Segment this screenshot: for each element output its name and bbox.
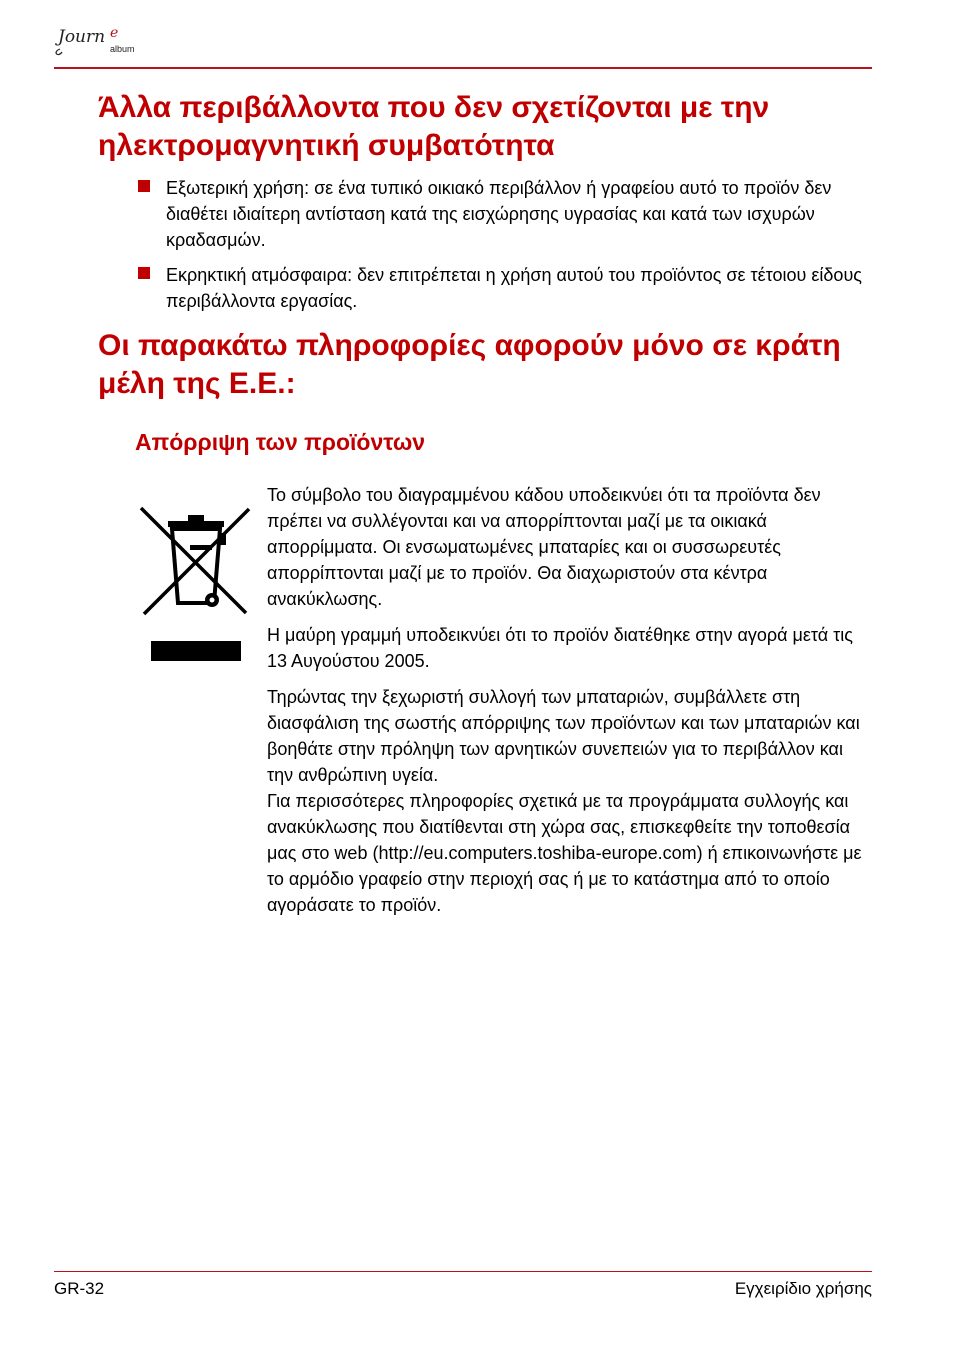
list-item bbox=[136, 262, 871, 314]
svg-text:e: e bbox=[110, 25, 119, 41]
bullet-square-icon bbox=[138, 267, 150, 279]
svg-text:album: album bbox=[110, 44, 135, 54]
disposal-text bbox=[267, 482, 871, 928]
svg-text:Journ: Journ bbox=[58, 27, 106, 47]
section-title-non-emc: Άλλα περιβάλλοντα που δεν σχετίζονται με την ηλεκτρομαγνητική συμβατότητα bbox=[98, 91, 770, 162]
journe-album-logo bbox=[54, 22, 164, 62]
paragraph: Τηρώντας την ξεχωριστή συλλογή των μπαταριών, συμβάλλετε στη διασφάλιση της σωστής απόρριψης των προϊόντων και των μπαταριών και βοηθάτε στην πρόληψη των αρνητικών συνεπειών για το περιβάλλον και την ανθρώπινη υγεία. bbox=[267, 687, 860, 785]
manual-title: Εγχειρίδιο χρήσης bbox=[734, 1279, 872, 1298]
section-title-eu-info: Οι παρακάτω πληροφορίες αφορούν μόνο σε κράτη μέλη της Ε.Ε.: bbox=[98, 329, 841, 400]
paragraph: Για περισσότερες πληροφορίες σχετικά με τα προγράμματα συλλογής και ανακύκλωσης που διατίθενται στη χώρα σας, επισκεφθείτε την τοποθεσία μας στο web (http://eu.computers.toshiba-europe.com) ή επικοινωνήστε με το αρμόδιο γραφείο στην περιοχή σας ή με το κατάστημα από το οποίο αγοράσατε το προϊόν. bbox=[267, 791, 862, 915]
header-rule bbox=[54, 67, 872, 69]
crossed-out-bin-icon bbox=[136, 503, 256, 669]
subsection-title-disposal: Απόρριψη των προϊόντων bbox=[135, 429, 426, 455]
bullet-list bbox=[136, 175, 871, 323]
paragraph: Η μαύρη γραμμή υποδεικνύει ότι το προϊόν διατέθηκε στην αγορά μετά τις 13 Αυγούστου 2005. bbox=[267, 625, 853, 671]
bullet-square-icon bbox=[138, 180, 150, 192]
paragraph: Το σύμβολο του διαγραμμένου κάδου υποδεικνύει ότι τα προϊόντα δεν πρέπει να συλλέγονται και να απορρίπτονται μαζί με τα οικιακά απορρίμματα. Οι ενσωματωμένες μπαταρίες και οι συσσωρευτές απορρίπτονται μαζί με το προϊόν. Θα διαχωριστούν στα κέντρα ανακύκλωσης. bbox=[267, 485, 821, 609]
list-item bbox=[136, 175, 871, 253]
page-number: GR-32 bbox=[54, 1279, 105, 1298]
footer-rule bbox=[54, 1271, 872, 1272]
bullet-text: Εξωτερική χρήση: σε ένα τυπικό οικιακό περιβάλλον ή γραφείου αυτό το προϊόν δεν διαθέτει ιδιαίτερη αντίσταση κατά της εισχώρησης υγρασίας και κατά των ισχυρών κραδασμών. bbox=[166, 178, 832, 250]
bullet-text: Εκρηκτική ατμόσφαιρα: δεν επιτρέπεται η χρήση αυτού του προϊόντος σε τέτοιου είδους περιβάλλοντα εργασίας. bbox=[166, 265, 862, 311]
